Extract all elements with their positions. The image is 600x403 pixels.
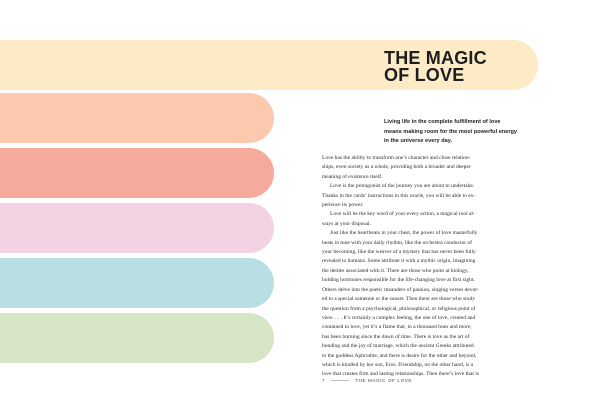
intro-paragraph [384, 118, 584, 147]
body-line: which is kindled by her son, Eros. Friendship, on the other hand, is a [322, 361, 474, 368]
body-line: Love is the protagonist of the journey you are about to undertake. [330, 183, 475, 190]
body-line: love that creates firm and lasting relationships. Then there’s love that is [322, 371, 479, 378]
body-line: meaning of existence itself. [322, 173, 383, 180]
body-line: ways at your disposal. [322, 220, 371, 227]
body-line: your becoming, like the weaver of a mystery that has never been fully [322, 249, 476, 256]
body-line: Just like the heartbeats in your chest, the power of love masterfully [330, 230, 478, 237]
body-line: bonding and the joy of marriage, which the ancient Greeks attributed [322, 343, 474, 350]
body-line: ships, even society as a whole, providing both a broader and deeper [322, 164, 471, 171]
band-blue [0, 258, 274, 308]
body-line: the question from a psychological, philosophical, or religious point of [322, 305, 476, 312]
body-line: the deities associated with it. There are those who point at biology, [322, 267, 469, 274]
band-pink [0, 203, 274, 253]
body-text [322, 154, 584, 380]
running-title: THE MAGIC OF LOVE [355, 378, 413, 383]
body-line: perience its power. [322, 202, 364, 209]
body-line: Love has the ability to transform one’s character and close relation- [322, 155, 471, 161]
body-line: revealed to humans. Some attribute it with a mythic origin, imagining [322, 258, 476, 265]
body-line: has been burning since the dawn of time. There is love as the art of [322, 333, 470, 340]
body-line: Love will be the key word of your every action, a magical tool al- [330, 211, 475, 218]
footer-divider [331, 380, 349, 381]
intro-line: means making room for the most powerful energy [384, 128, 518, 135]
intro-line: in the universe every day. [384, 138, 452, 145]
body-line: to the goddess Aphrodite, and there is desire for the other and beyond, [322, 352, 477, 359]
body-line: holding hormones responsible for the life-changing love at first sight. [322, 277, 475, 284]
title-line: THE MAGIC [384, 48, 487, 68]
page-number: 7 [322, 378, 326, 383]
body-line: beats in tune with your daily rhythm, like the orchestra conductor of [322, 239, 472, 246]
body-line: contained in love, yet it’s a flame that, in a thousand hues and more, [322, 324, 472, 331]
body-line: ed to a special someone or the sunset. Then there are those who study [322, 296, 475, 303]
intro-line: Living life in the complete fulfillment of love [384, 119, 501, 125]
band-peach [0, 93, 274, 143]
body-line: Others delve into the poetic meanders of passion, singing verses devot- [322, 286, 479, 293]
page-footer [322, 377, 412, 385]
title-line: OF LOVE [384, 65, 465, 85]
body-line: Thanks to the cards’ instructions in this oracle, you will be able to ex- [322, 192, 476, 199]
band-salmon [0, 148, 274, 198]
page-title [384, 50, 487, 84]
band-green [0, 313, 274, 363]
body-line: view. . . . It’s certainly a complex feeling, the one of love, created and [322, 314, 476, 321]
